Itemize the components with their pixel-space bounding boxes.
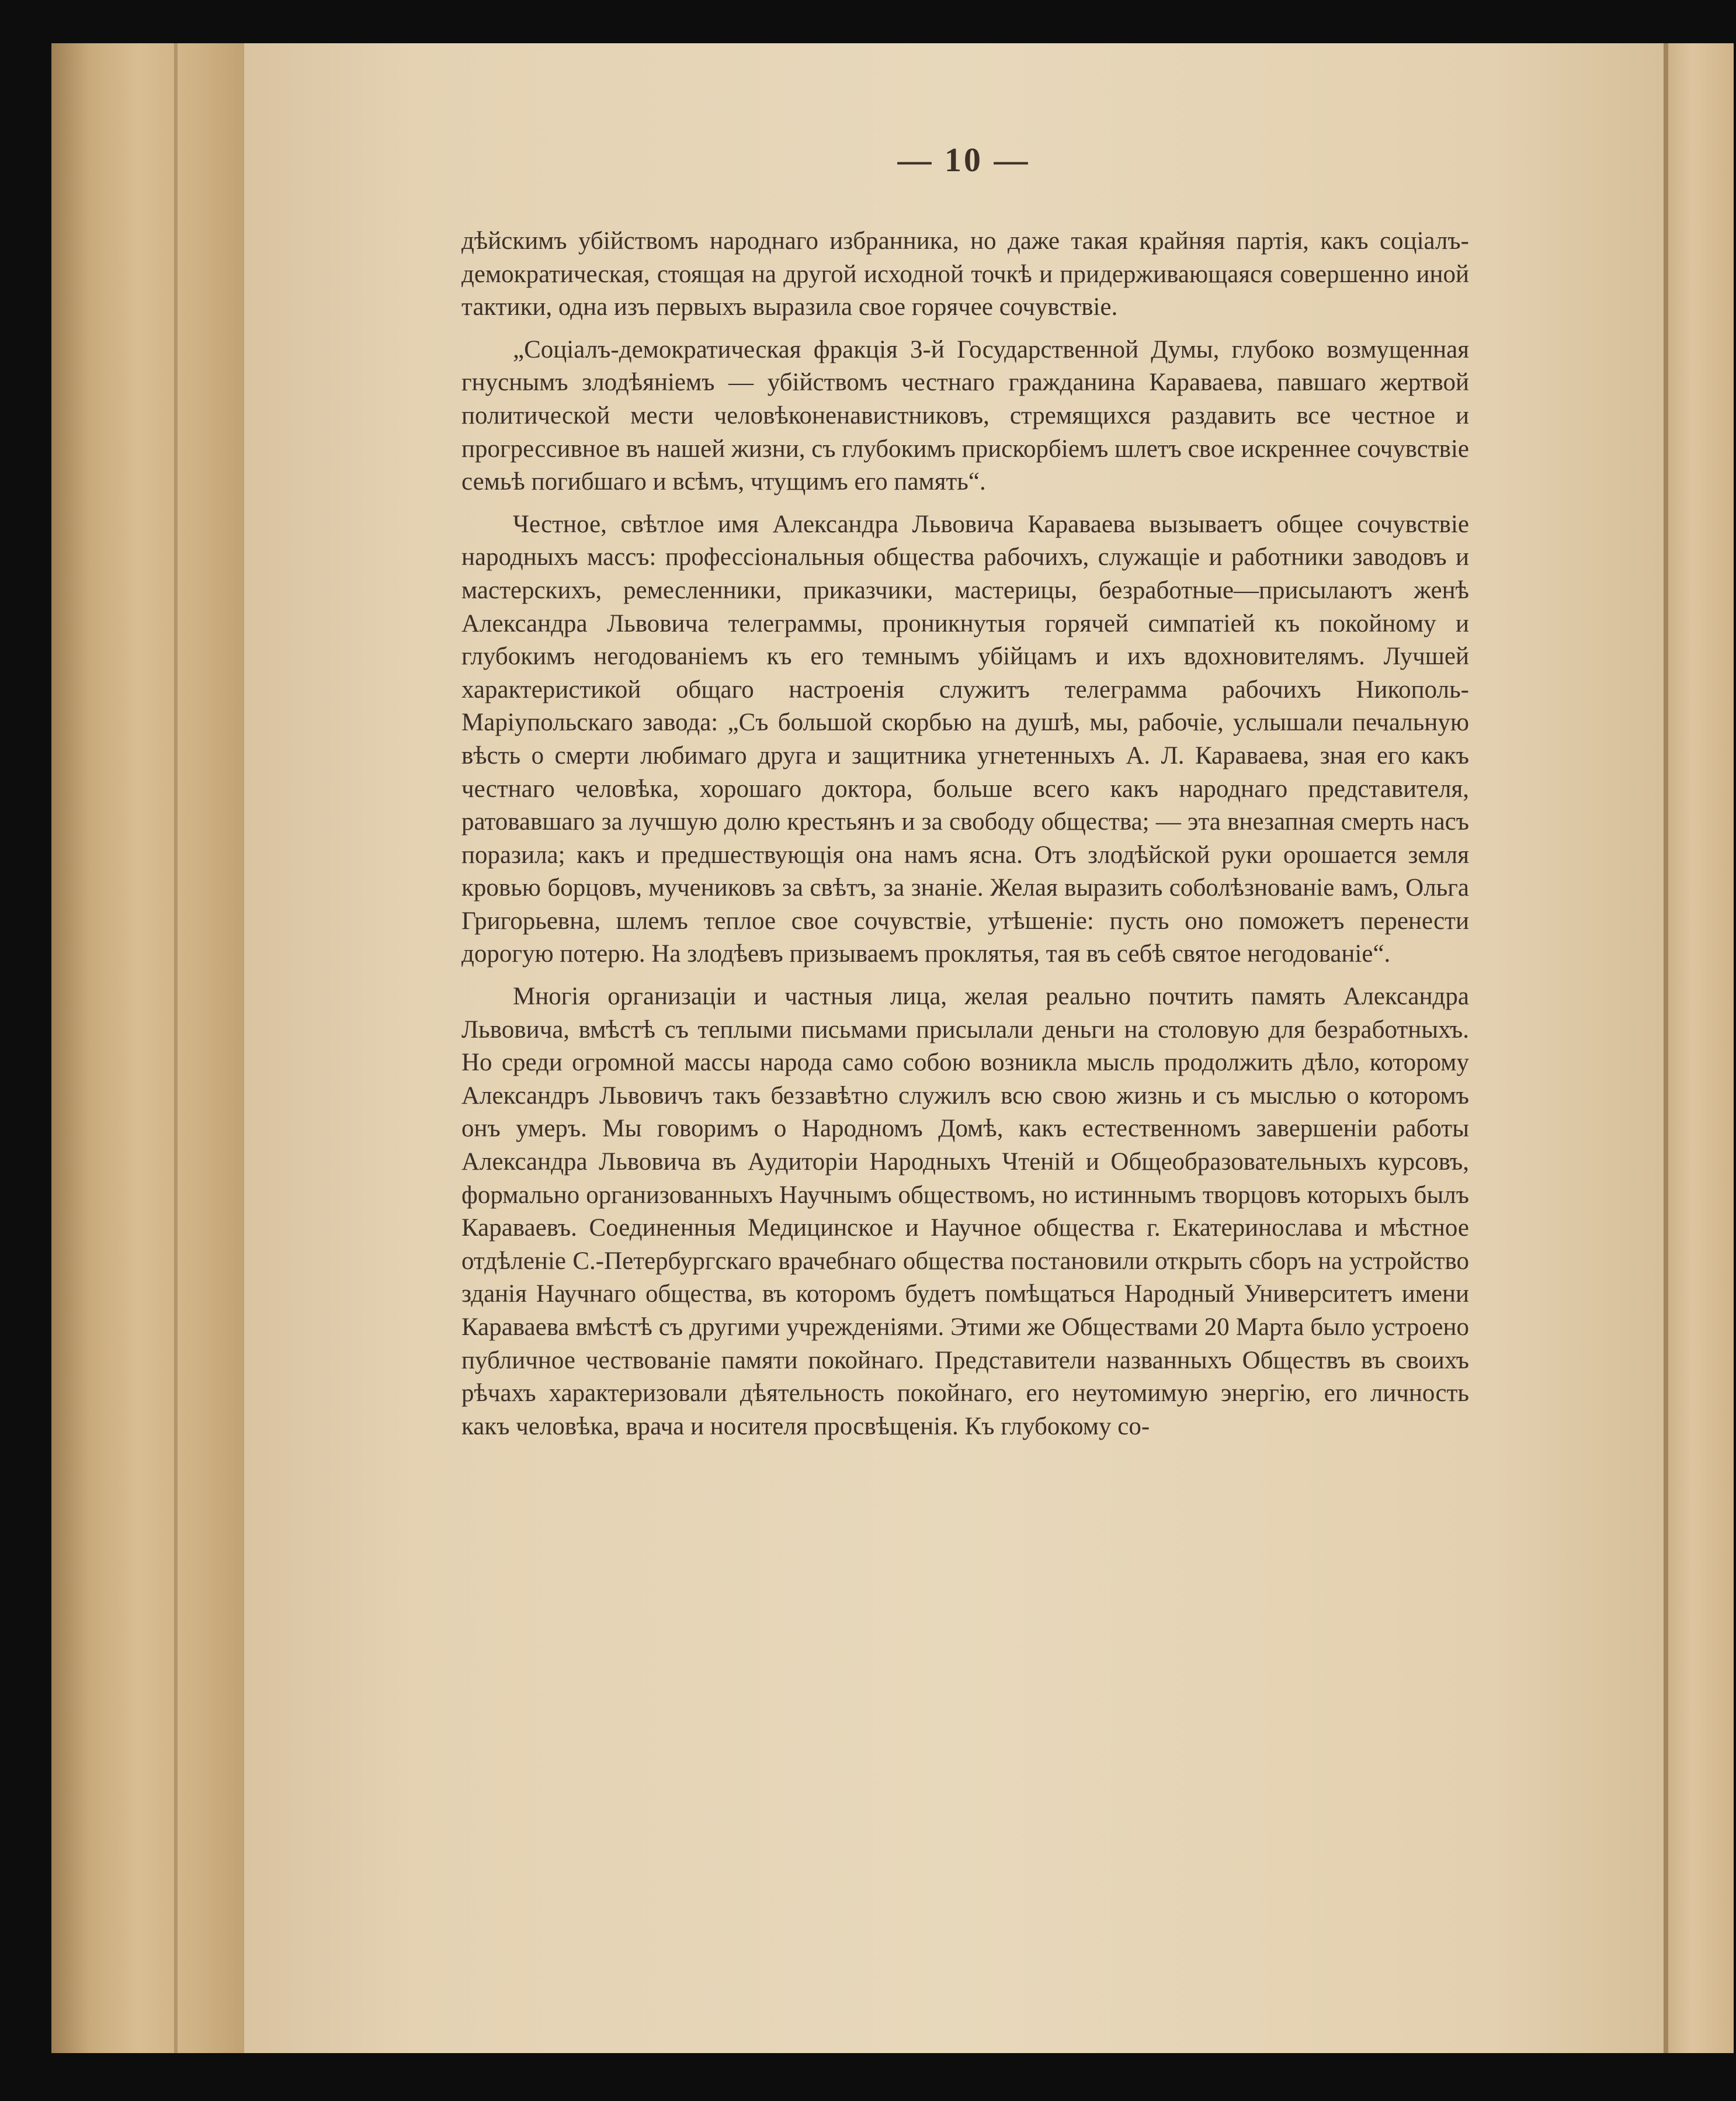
paragraph: „Соціалъ-демократическая фракція 3-й Государственной Думы, глубоко возмущенная гнуснымъ злодѣяніемъ — убійствомъ честнаго гражданина Караваева, павшаго жертвой политической мести человѣконенавистниковъ, стремящихся раздавить все честное и прогрессивное въ нашей жизни, съ глубокимъ прискорбіемъ шлетъ свое искреннее сочувствіе семьѣ погибшаго и всѣмъ, чтущимъ его память“. [461, 335, 1469, 496]
scan-border [1734, 0, 1736, 2101]
right-page-edge [1664, 43, 1734, 2053]
paragraph: Честное, свѣтлое имя Александра Львовича Караваева вызываетъ общее сочувствіе народныхъ массъ: профессіональныя общества рабочихъ, служащіе и работники заводовъ и мастерскихъ, ремесленники, приказчики, мастерицы, безработные—присылаютъ женѣ Александра Львовича телеграммы, проникнутыя горячей симпатіей къ покойному и глубокимъ негодованіемъ къ его темнымъ убійцамъ и ихъ вдохновителямъ. Лучшей характеристикой общаго настроенія служитъ телеграмма рабочихъ Никополь-Маріупольскаго завода: „Съ большой скорбью на душѣ, мы, рабочіе, услышали печальную вѣсть о смерти любимаго друга и защитника угнетенныхъ А. Л. Караваева, зная его какъ честнаго человѣка, хорошаго доктора, больше всего какъ народнаго представителя, ратовавшаго за лучшую долю крестьянъ и за свободу общества; — эта внезапная смерть насъ поразила; какъ и предшествующія она намъ ясна. Отъ злодѣйской руки орошается земля кровью борцовъ, мучениковъ за свѣтъ, за знаніе. Желая выразить соболѣзнованіе вамъ, Ольга Григорьевна, шлемъ теплое свое сочувствіе, утѣшеніе: пусть оно поможетъ перенести дорогую потерю. На злодѣевъ призываемъ проклятья, тая въ себѣ святое негодованіе“. [461, 510, 1469, 968]
page-number: — 10 — [897, 141, 1030, 179]
left-page-edge [51, 43, 244, 2053]
paragraph: Многія организаціи и частныя лица, желая реально почтить память Александра Львовича, вмѣстѣ съ теплыми письмами присылали деньги на столовую для безработныхъ. Но среди огромной массы народа само собою возникла мысль продолжить дѣло, которому Александръ Львовичъ такъ беззавѣтно служилъ всю свою жизнь и съ мыслью о которомъ онъ умеръ. Мы говоримъ о Народномъ Домѣ, какъ естественномъ завершеніи работы Александра Львовича въ Аудиторіи Народныхъ Чтеній и Общеобразовательныхъ курсовъ, формально организованныхъ Научнымъ обществомъ, но истиннымъ творцовъ которыхъ былъ Караваевъ. Соединенныя Медицинское и Научное общества г. Екатеринослава и мѣстное отдѣленіе С.-Петербургскаго врачебнаго общества постановили открыть сборъ на устройство зданія Научнаго общества, въ которомъ будетъ помѣщаться Народный Университетъ имени Караваева вмѣстѣ съ другими учрежденіями. Этими же Обществами 20 Марта было устроено публичное чествованіе памяти покойнаго. Представители названныхъ Обществъ въ своихъ рѣчахъ характеризовали дѣятельность покойнаго, его неутомимую энергію, его личность какъ человѣка, врача и носителя просвѣщенія. Къ глубокому со- [461, 983, 1469, 1440]
body-text [461, 225, 1469, 1452]
paragraph: дѣйскимъ убійствомъ народнаго избранника, но даже такая крайняя партія, какъ соціалъ-демократическая, стоящая на другой исходной точкѣ и придерживающаяся совершенно иной тактики, одна изъ первыхъ выразила свое горячее сочувствіе. [461, 227, 1469, 321]
